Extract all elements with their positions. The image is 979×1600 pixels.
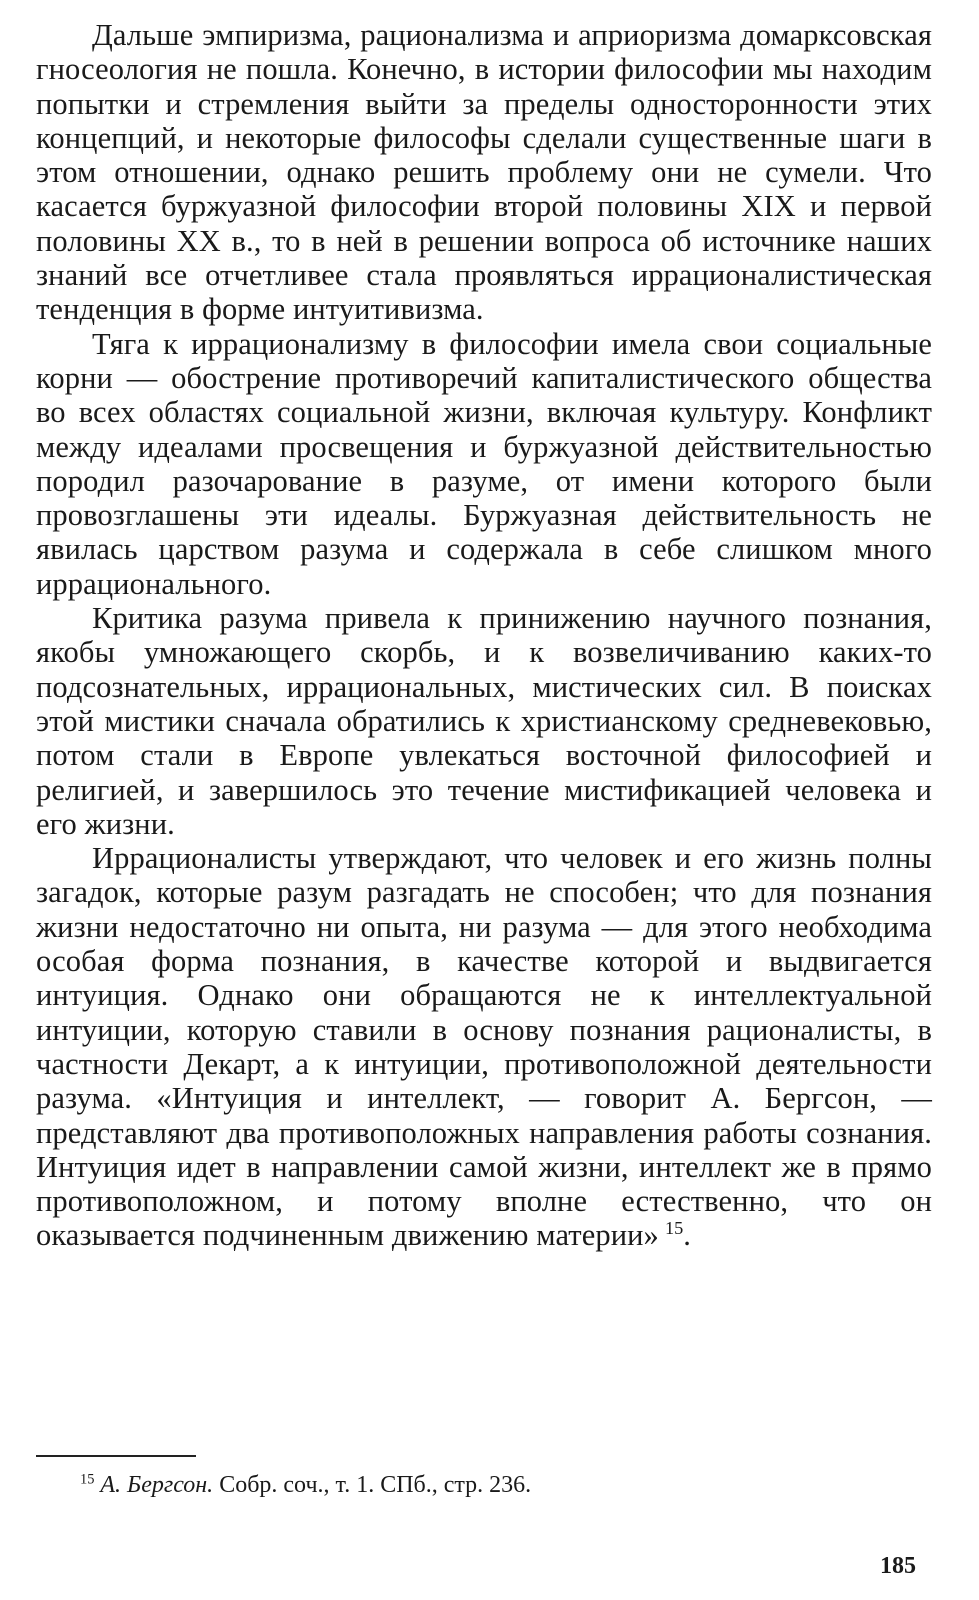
paragraph-3: Критика разума привела к принижению научного познания, якобы умножающего скорбь, и к возвеличиванию каких-то подсознательных, иррациональных, мистических сил. В поисках этой мистики сначала обратились к христианскому средневековью, потом стали в Европе увлекаться восточной философией и религией, и завершилось это течение мистификацией человека и его жизни. (36, 601, 932, 841)
footnote (80, 1470, 531, 1500)
paragraph-1: Дальше эмпиризма, рационализма и априоризма домарксовская гносеология не пошла. Конечно, в истории философии мы находим попытки и стремления выйти за пределы односторонности этих концепций, и некоторые философы сделали существенные шаги в этом отношении, однако решить проблему они не сумели. Что касается буржуазной философии второй половины XIX и первой половины XX в., то в ней в решении вопроса об источнике наших знаний все отчетливее стала проявляться иррационалистическая тенденция в форме интуитивизма. (36, 18, 932, 327)
paragraph-2: Тяга к иррационализму в философии имела свои социальные корни — обострение противоречий капиталистического общества во всех областях социальной жизни, включая культуру. Конфликт между идеалами просвещения и буржуазной действительностью породил разочарование в разуме, от имени которого были провозглашены эти идеалы. Буржуазная действительность не явилась царством разума и содержала в себе слишком много иррационального. (36, 326, 932, 601)
footnote-number: 15 (80, 1471, 95, 1488)
paragraph-4-text: Иррационалисты утверждают, что человек и его жизнь полны загадок, которые разум разгадать не способен; что для познания жизни недостаточно ни опыта, ни разума — для этого необходима особая форма познания, в качестве которой и выдвигается интуиция. Однако они обращаются не к интеллектуальной интуиции, которую ставили в основу познания рационалисты, в частности Декарт, а к интуиции, противоположной деятельности разума. «Интуиция и интеллект, — говорит А. Бергсон, — представляют два противоположных направления работы сознания. Интуиция идет в направлении самой жизни, интеллект же в прямо противоположном, и потому вполне естественно, что он оказывается подчиненным движению материи» (36, 841, 932, 1253)
footnote-text: Собр. соч., т. 1. СПб., стр. 236. (213, 1472, 532, 1498)
footnote-author: А. Бергсон. (100, 1472, 214, 1498)
footnote-reference: 15 (665, 1218, 684, 1239)
page-number: 185 (880, 1553, 916, 1579)
footnote-divider (36, 1455, 196, 1457)
paragraph-4: Иррационалисты утверждают, что человек и его жизнь полны загадок, которые разум разгадать не способен; что для познания жизни недостаточно ни опыта, ни разума — для этого необходима особая форма познания, в качестве которой и выдвигается интуиция. Однако они обращаются не к интеллектуальной интуиции, которую ставили в основу познания рационалисты, в частности Декарт, а к интуиции, противоположной деятельности разума. «Интуиция и интеллект, — говорит А. Бергсон, — представляют два противоположных направления работы сознания. Интуиция идет в направлении самой жизни, интеллект же в прямо противоположном, и потому вполне естественно, что он оказывается подчиненным движению материи» $^{15}$. (36, 841, 932, 1253)
page-body (36, 18, 932, 1253)
